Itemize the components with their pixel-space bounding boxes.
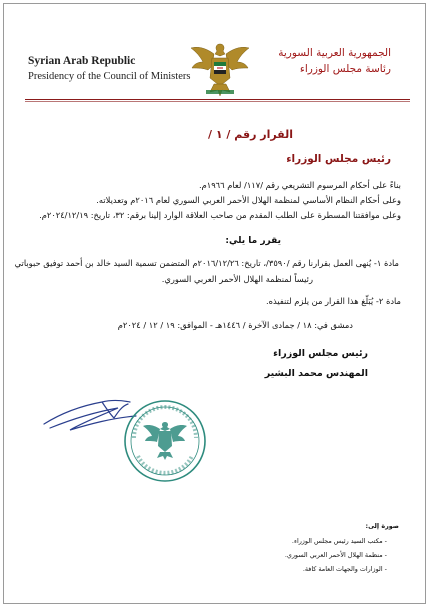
header-country-en: Syrian Arab Republic <box>28 55 136 67</box>
copies-item-3: - الوزارات والجهات العامة كافة. <box>302 565 387 573</box>
signatory-title: رئيس مجلس الوزراء <box>273 348 368 359</box>
date-line: دمشق في: ١٨ / جمادى الآخرة / ١٤٤٦هـ - الموافق: ١٩ / ١٢ / ٢٠٢٤م <box>117 320 353 330</box>
decision-title: القرار رقم / ١ / <box>207 128 293 141</box>
official-stamp-icon <box>122 398 208 484</box>
copies-item-1: - مكتب السيد رئيس مجلس الوزراء. <box>291 537 387 545</box>
copies-item-2: - منظمة الهلال الأحمر العربي السوري. <box>284 551 387 559</box>
preamble-line-2: وعلى أحكام النظام الأساسي لمنظمة الهلال الأحمر العربي السوري لعام ٢٠١٦م وتعديلاته. <box>96 195 401 205</box>
header-rule-thin <box>25 101 410 102</box>
decides-heading: يقرر ما يلي: <box>225 236 281 246</box>
header-english <box>28 54 190 84</box>
article-1-line-1: مادة ١- يُنهى العمل بقرارنا رقم /٣٥٩٠/، تاريخ: ٢٠١٦/١٢/٢٦م المتضمن تسمية السيد خالد بن أحمد توفيق حبوباتي <box>14 258 399 268</box>
preamble-line-1: بناءً على أحكام المرسوم التشريعي رقم /١١٧/ لعام ١٩٦٦م. <box>198 180 401 190</box>
header-arabic <box>278 45 391 77</box>
copies-heading: صورة إلى: <box>365 522 399 530</box>
issuer-heading: رئيس مجلس الوزراء <box>286 153 391 165</box>
preamble-line-3: وعلى موافقتنا المسطرة على الطلب المقدم من صاحب العلاقة الوارد إلينا برقم: ٣٢، تاريخ: ٢٠٢٤/١٢/١٩م. <box>39 210 401 220</box>
signatory-name: المهندس محمد البشير <box>264 368 368 379</box>
header-rule <box>25 99 410 100</box>
header-presidency-en: Presidency of the Council of Ministers <box>28 71 191 82</box>
article-1-line-2: رئيساً لمنظمة الهلال الأحمر العربي السوري. <box>161 274 313 284</box>
article-2: مادة ٢- يُبَلّغ هذا القرار من يلزم لتنفيذه. <box>266 296 401 306</box>
header-country-ar: الجمهورية العربية السورية <box>278 47 391 59</box>
eagle-emblem-icon <box>188 38 252 98</box>
header-presidency-ar: رئاسة مجلس الوزراء <box>299 63 391 75</box>
